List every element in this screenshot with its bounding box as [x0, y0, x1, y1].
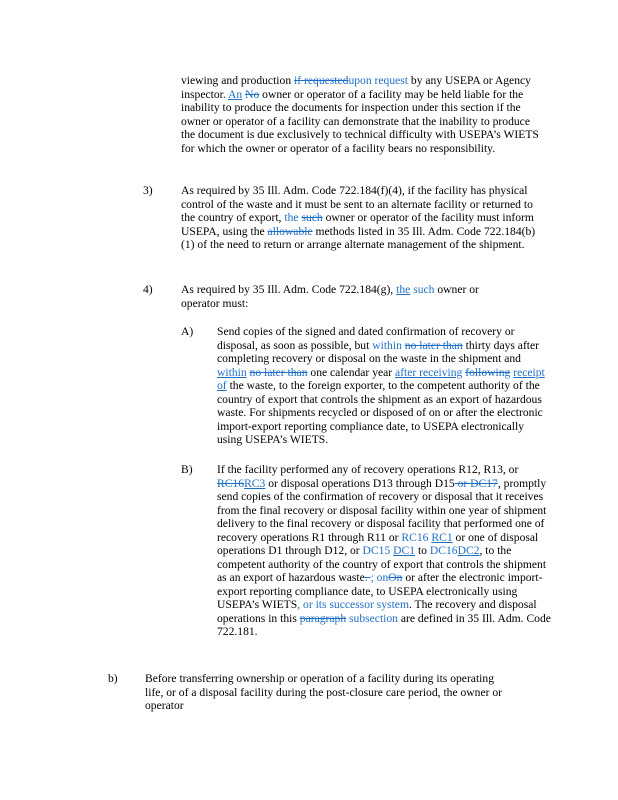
deleted-text: RC16	[217, 476, 245, 490]
text-run: , promptly send copies of the confirmation of recovery or disposal that it receives from the final recovery or disposal facility within one year of shipment delivery to the final recovery or disposal facility that performed one of recovery operations R1 through R11 or	[217, 476, 547, 544]
inserted-text: subsection	[349, 611, 398, 625]
item-text	[181, 184, 543, 252]
text-run: or after the electronic import-export reporting compliance date, to USEPA electronically using USEPA’s WIETS	[217, 571, 543, 611]
text-run: methods listed in 35 Ill. Adm. Code 722.184(b)(1) of the need to return or arrange alternate management of the shipment.	[181, 224, 536, 251]
text-run: thirty days after completing recovery or disposal on the waste in the shipment and	[217, 338, 540, 365]
inserted-text: such	[413, 283, 435, 296]
item-label: B)	[181, 463, 193, 476]
text-run: or one of disposal operations D1 through D12, or	[217, 530, 539, 557]
text-run: As required by 35 Ill. Adm. Code 722.184(g),	[181, 283, 397, 296]
deleted-text: .	[364, 571, 371, 584]
inserted-text: RC1	[431, 530, 453, 544]
text-run: owner or operator of a facility may be held liable for the inability to produce the documents for inspection under this section if the owner or operator of a facility can demonstrate that the inability to produce the document is due exclusively to technical difficulty with USEPA’s WIETS for which the owner or operator of a facility bears no responsibility.	[181, 87, 539, 155]
inserted-text: RC16	[401, 530, 429, 544]
text-run: As required by 35 Ill. Adm. Code 722.184(f)(4), if the facility has physical control of the waste and it must be sent to an alternate facility or returned to the country of export,	[181, 184, 533, 224]
text-run: , to the competent authority of the country of export that controls the shipment as an export of hazardous waste	[217, 544, 547, 584]
inserted-text: , or its successor system	[297, 598, 409, 611]
item-text	[217, 463, 551, 639]
inserted-text: within	[372, 338, 402, 352]
text-run: to	[415, 544, 430, 557]
item-label: 3)	[143, 184, 153, 197]
inserted-text: the	[396, 283, 411, 296]
deleted-text: or DC17	[454, 476, 498, 490]
item-label: b)	[108, 672, 118, 685]
text-run: by any USEPA or Agency inspector.	[181, 74, 531, 101]
inserted-text: the	[284, 211, 299, 224]
item-text	[145, 672, 515, 713]
inserted-text: ; on	[370, 571, 389, 584]
text-run: one calendar year	[307, 365, 396, 379]
text-run: If the facility performed any of recovery operations R12, R13, or	[217, 463, 519, 476]
deleted-text: On	[388, 571, 403, 584]
inserted-text: DC2	[457, 544, 480, 557]
text-run: or disposal operations D13 through D15	[265, 476, 455, 490]
paragraph-text	[181, 74, 539, 155]
deleted-text: following	[465, 365, 511, 379]
inserted-text: receipt of	[217, 365, 545, 392]
item-label: A)	[181, 325, 194, 338]
inserted-text: within	[217, 365, 247, 379]
deleted-text: allowable	[267, 224, 313, 238]
item-text	[181, 283, 517, 310]
inserted-text: after receiving	[395, 365, 463, 379]
deleted-text: such	[301, 211, 323, 224]
deleted-text: paragraph	[299, 611, 347, 625]
inserted-text: DC16	[429, 544, 458, 557]
deleted-text: no later than	[249, 365, 308, 379]
item-text	[217, 325, 551, 447]
deleted-text: no later than	[404, 338, 463, 352]
inserted-text: DC15	[362, 544, 391, 557]
inserted-text: An	[228, 87, 243, 101]
inserted-text: DC1	[393, 544, 416, 557]
text-run: Before transferring ownership or operation of a facility during its operating life, or of a disposal facility during the post-closure care period, the owner or operator	[145, 672, 503, 712]
text-run: viewing and production	[181, 74, 295, 87]
text-run: are defined in 35 Ill. Adm. Code 722.181.	[217, 611, 551, 638]
inserted-text: RC3	[244, 476, 266, 490]
text-run: Send copies of the signed and dated confirmation of recovery or disposal, as soon as possible, but	[217, 325, 515, 352]
text-run: owner or operator must:	[181, 283, 479, 310]
inserted-text: upon request	[348, 74, 409, 87]
text-run: . The recovery and disposal operations in this	[217, 598, 537, 625]
item-label: 4)	[143, 283, 153, 296]
text-run: the waste, to the foreign exporter, to the competent authority of the country of export that controls the shipment as an export of hazardous waste. For shipments recycled or disposed of on or after the electronic import-export reporting compliance date, to USEPA electronically using USEPA’s WIETS.	[217, 379, 543, 446]
deleted-text: if requested	[294, 74, 349, 87]
deleted-text: No	[245, 87, 260, 101]
text-run: owner or operator of the facility must inform USEPA, using the	[181, 211, 534, 238]
